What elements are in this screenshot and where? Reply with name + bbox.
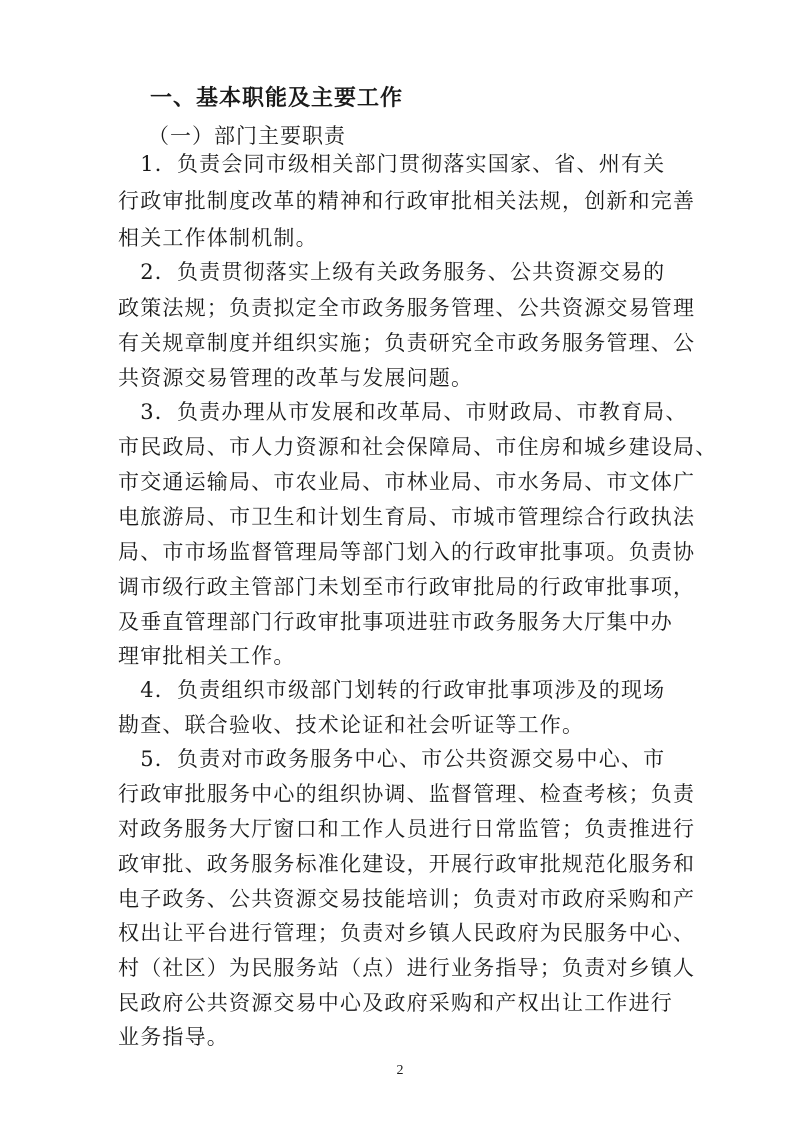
text-line: 共资源交易管理的改革与发展问题。 bbox=[118, 366, 474, 390]
text-line: 5．负责对市政务服务中心、市公共资源交易中心、市 bbox=[118, 747, 666, 771]
text-line: 及垂直管理部门行政审批事项进驻市政务服务大厅集中办 bbox=[118, 610, 673, 634]
text-line: 理审批相关工作。 bbox=[118, 644, 296, 668]
page-number: 2 bbox=[396, 1063, 404, 1078]
text-line: 3．负责办理从市发展和改革局、市财政局、市教育局、 bbox=[118, 400, 688, 424]
text-line: 电子政务、公共资源交易技能培训；负责对市政府采购和产 bbox=[118, 887, 696, 911]
text-line: 调市级行政主管部门未划至市行政审批局的行政审批事项， bbox=[118, 575, 696, 599]
text-line: 对政务服务大厅窗口和工作人员进行日常监管；负责推进行 bbox=[118, 817, 696, 841]
text-line: 权出让平台进行管理；负责对乡镇人民政府为民服务中心、 bbox=[118, 921, 696, 945]
text-line: 村（社区）为民服务站（点）进行业务指导；负责对乡镇人 bbox=[118, 956, 696, 980]
text-line: 政审批、政务服务标准化建设，开展行政审批规范化服务和 bbox=[118, 852, 696, 876]
text-line: 市民政局、市人力资源和社会保障局、市住房和城乡建设局、 bbox=[118, 435, 718, 459]
text-line: 业务指导。 bbox=[118, 1025, 229, 1049]
section-heading: 一、基本职能及主要工作 bbox=[150, 86, 404, 111]
subsection-heading: （一）部门主要职责 bbox=[148, 124, 346, 148]
text-line: 民政府公共资源交易中心及政府采购和产权出让工作进行 bbox=[118, 991, 673, 1015]
text-line: 勘查、联合验收、技术论证和社会听证等工作。 bbox=[118, 713, 585, 737]
text-line: 2．负责贯彻落实上级有关政务服务、公共资源交易的 bbox=[118, 260, 666, 284]
text-line: 1．负责会同市级相关部门贯彻落实国家、省、州有关 bbox=[118, 152, 666, 176]
text-line: 局、市市场监督管理局等部门划入的行政审批事项。负责协 bbox=[118, 540, 696, 564]
text-line: 政策法规；负责拟定全市政务服务管理、公共资源交易管理 bbox=[118, 296, 696, 320]
text-line: 电旅游局、市卫生和计划生育局、市城市管理综合行政执法 bbox=[118, 505, 696, 529]
text-line: 相关工作体制机制。 bbox=[118, 226, 318, 250]
text-line: 4．负责组织市级部门划转的行政审批事项涉及的现场 bbox=[118, 678, 666, 702]
text-line: 行政审批制度改革的精神和行政审批相关法规，创新和完善 bbox=[118, 189, 696, 213]
text-line: 有关规章制度并组织实施；负责研究全市政务服务管理、公 bbox=[118, 331, 696, 355]
text-line: 行政审批服务中心的组织协调、监督管理、检查考核；负责 bbox=[118, 782, 696, 806]
text-line: 市交通运输局、市农业局、市林业局、市水务局、市文体广 bbox=[118, 470, 696, 494]
